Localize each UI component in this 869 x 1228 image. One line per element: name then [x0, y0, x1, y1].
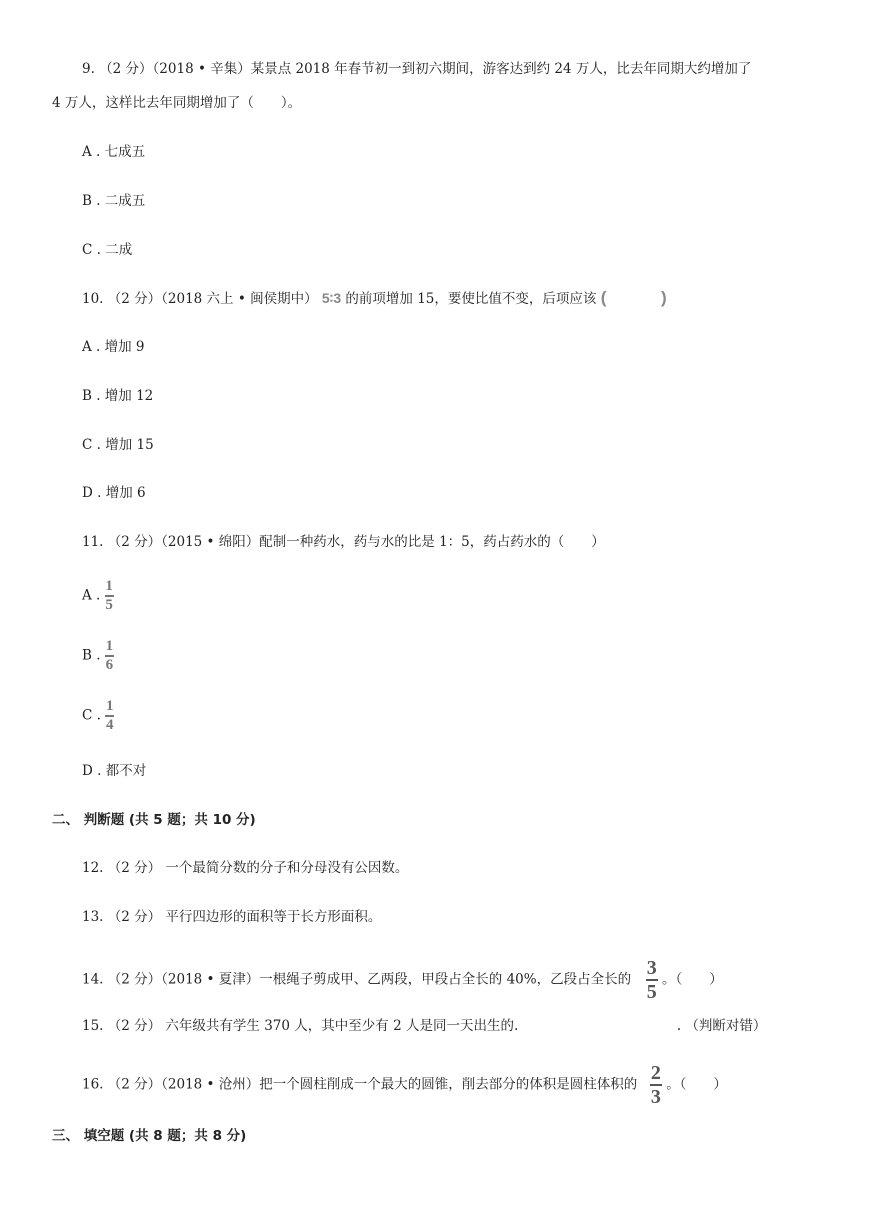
q11-option-b-label: B .	[82, 647, 101, 664]
q10-question	[82, 288, 667, 309]
q14-question	[82, 958, 723, 1002]
q15-tail: . （判断对错）	[676, 1018, 767, 1034]
q11-option-c	[82, 699, 114, 733]
q11-option-c-label: C .	[82, 707, 101, 724]
q10-option-c: C . 增加 15	[82, 437, 154, 453]
q10-option-b: B . 增加 12	[82, 388, 154, 404]
q11-option-a	[82, 579, 114, 613]
q11-option-d: D . 都不对	[82, 763, 147, 779]
section-heading-judgement: 二、 判断题 (共 5 题；共 10 分)	[52, 812, 256, 828]
fraction-two-thirds: $\frac{2}{3}$	[650, 1062, 661, 1108]
q11-option-b	[82, 639, 114, 673]
q16-prefix: 16. （2 分）（2018 • 沧州）把一个圆柱削成一个最大的圆锥，削去部分的体积是圆柱体积的	[82, 1076, 638, 1093]
q10-prefix: 10. （2 分）（2018 六上 • 闽侯期中）	[82, 291, 318, 307]
fraction-three-fifths: $\frac{3}{5}$	[646, 957, 657, 1003]
q10-option-d: D . 增加 6	[82, 485, 146, 501]
q15-question	[82, 1016, 766, 1036]
q10-option-a: A . 增加 9	[82, 339, 145, 355]
q14-suffix: 。（ ）	[661, 971, 723, 988]
fraction-one-quarter: $\frac{1}{4}$	[105, 698, 114, 733]
q11-question: 11. （2 分）（2015 • 绵阳）配制一种药水，药与水的比是 1：5，药占药水的（ ）	[82, 534, 605, 550]
q14-prefix: 14. （2 分）（2018 • 夏津）一根绳子剪成甲、乙两段，甲段占全长的 40%，乙段占全长的	[82, 971, 632, 988]
fraction-one-fifth: $\frac{1}{5}$	[105, 578, 113, 613]
q15-text: 15. （2 分） 六年级共有学生 370 人，其中至少有 2 人是同一天出生的.	[82, 1018, 519, 1034]
q9-line1: 9. （2 分）（2018 • 辛集）某景点 2018 年春节初一到初六期间，游客达到约 24 万人，比去年同期大约增加了	[82, 61, 752, 77]
q10-ratio: 5∶3	[321, 290, 342, 306]
fraction-one-sixth: $\frac{1}{6}$	[105, 638, 114, 673]
q10-paren-open: (	[600, 288, 607, 307]
q9-option-b: B . 二成五	[82, 193, 146, 209]
q16-suffix: 。（ ）	[666, 1076, 727, 1093]
q16-question	[82, 1063, 727, 1107]
q13-question: 13. （2 分） 平行四边形的面积等于长方形面积。	[82, 909, 382, 925]
q12-question: 12. （2 分） 一个最简分数的分子和分母没有公因数。	[82, 860, 409, 876]
q10-paren-close: )	[660, 288, 667, 307]
q10-suffix: 的前项增加 15，要使比值不变，后项应该	[345, 291, 597, 307]
q9-option-c: C . 二成	[82, 242, 133, 258]
q9-line2: 4 万人，这样比去年同期增加了（ ）。	[52, 95, 302, 111]
q11-option-a-label: A .	[82, 587, 101, 604]
section-heading-fill-in: 三、 填空题 (共 8 题；共 8 分)	[52, 1128, 247, 1144]
q9-option-a: A . 七成五	[82, 144, 146, 160]
